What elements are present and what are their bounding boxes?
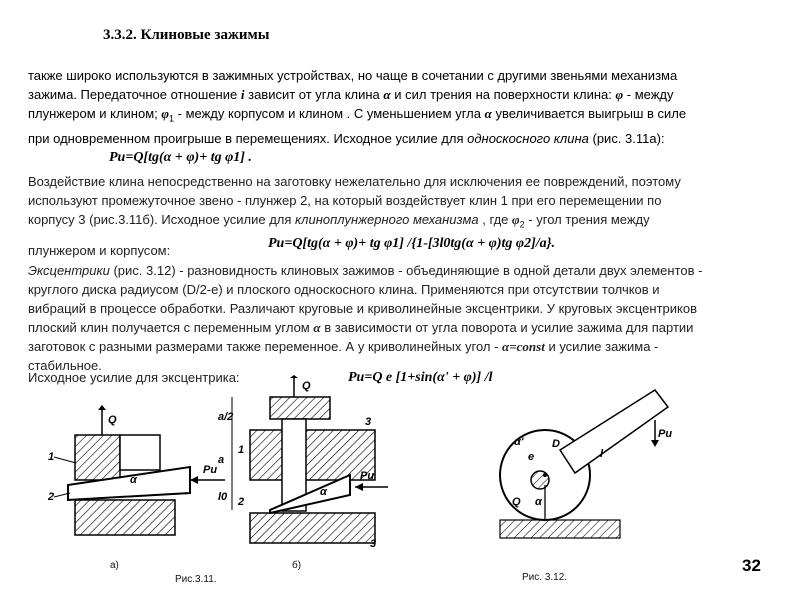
section-title: 3.3.2. Клиновые зажимы <box>103 27 270 43</box>
figure-3-12 <box>480 385 700 540</box>
label-l0: l0 <box>218 491 228 503</box>
phi-symbol: φ <box>615 87 624 102</box>
paragraph-intro <box>28 66 776 148</box>
alpha-symbol: α <box>313 320 321 335</box>
slider <box>120 435 160 470</box>
p1-text: зажима. Передаточное отношение <box>28 87 238 102</box>
p3-emphasis: Эксцентрики <box>28 263 110 278</box>
p1-text: и сил трения на поверхности клина: <box>394 87 612 102</box>
p1-text: (рис. 3.11а): <box>592 130 665 146</box>
p1-line2 <box>28 85 776 104</box>
label-Q: Q <box>108 414 117 426</box>
label-alpha-prime: α' <box>514 436 524 448</box>
phi2-subscript: 2 <box>519 219 525 230</box>
p2-line2: используют промежуточное звено - плунжер 2, на который воздействует клин 1 при его перемещении по <box>28 193 662 208</box>
p2-line4: плунжером и корпусом: <box>28 242 171 258</box>
figure-3-11b <box>210 375 390 550</box>
label-3-bottom: 3 <box>370 538 377 550</box>
p3-line2: круглого диска радиусом (D/2-e) и плоского односкосного клина. Применяются при отсутствии толчков и <box>28 282 660 297</box>
p3-line5 <box>28 337 776 356</box>
label-1: 1 <box>48 451 55 463</box>
alpha-symbol: α <box>484 106 492 121</box>
p1-text: зависит от угла клина <box>248 87 380 102</box>
p1-line3 <box>28 104 776 129</box>
p3-text: в зависимости от угла поворота и усилие зажима для партии <box>324 320 694 335</box>
label-l: l <box>600 448 604 460</box>
label-D: D <box>552 438 560 450</box>
upper-body <box>75 435 120 480</box>
p1-text: - между <box>626 87 674 102</box>
fig-a-label: а) <box>110 560 119 571</box>
fig-b-label: б) <box>292 560 302 571</box>
alpha-const: α=const <box>502 339 545 354</box>
p2-line3 <box>28 210 776 235</box>
p2-line1: Воздействие клина непосредственно на заготовку нежелательно для исключения ее повреждений, поэтому <box>28 174 681 189</box>
p1-text: плунжером и клином; <box>28 106 158 121</box>
alpha-symbol: α <box>383 87 391 102</box>
p2-emphasis: клиноплунжерного механизма <box>295 212 479 227</box>
p3-line3: вибраций в процессе обработки. Различают круговые и криволинейные эксцентрики. У круговых эксцентриков <box>28 301 697 316</box>
p1-text: увеличивается выигрыш в силе <box>495 106 687 121</box>
caption-fig-3-11: Рис.3.11. <box>175 574 217 585</box>
lower-body <box>75 500 175 535</box>
p3-text: (рис. 3.12) - разновидность клиновых зажимов - объединяющие в одной детали двух элементов - <box>113 263 703 278</box>
label-e: e <box>528 451 535 463</box>
base <box>250 513 375 543</box>
label-alpha: α <box>130 474 137 486</box>
formula-wedge-plunger: Pи=Q[tg(α + φ)+ tg φ1] /{1-[3l0tg(α + φ)tg φ2]/a}. <box>268 236 556 251</box>
p1-line4 <box>28 129 776 148</box>
page-number: 32 <box>742 556 761 575</box>
p3-line1 <box>28 261 776 280</box>
p3-text: и усилие зажима - <box>548 339 659 354</box>
label-Pi: Pи <box>203 464 218 476</box>
label-Q-c: Q <box>512 496 521 508</box>
p1-text: при одновременном проигрыше в перемещениях. Исходное усилие для <box>28 130 464 146</box>
label-Pi-b: Pи <box>360 470 375 482</box>
formula-single-wedge: Pи=Q[tg(α + φ)+ tg φ1] . <box>109 150 252 165</box>
p1-emphasis: односкосного клина <box>467 130 589 146</box>
phi1-symbol: φ <box>161 106 169 121</box>
p4-line1: Исходное усилие для эксцентрика: <box>28 370 240 385</box>
label-1-b: 1 <box>238 444 245 456</box>
label-Q-b: Q <box>302 380 311 392</box>
eccentric-handle <box>560 390 668 473</box>
p3-line4 <box>28 318 776 337</box>
label-alpha-b: α <box>320 486 327 498</box>
label-3-top: 3 <box>365 416 372 428</box>
label-alpha-c: α <box>535 496 542 508</box>
label-a2: a/2 <box>218 411 234 423</box>
label-2-b: 2 <box>238 496 245 508</box>
p2-text: корпусу 3 (рис.3.11б). Исходное усилие для <box>28 212 292 227</box>
paragraph-eccentrics <box>28 261 776 375</box>
workpiece <box>500 520 620 538</box>
caption-fig-3-12: Рис. 3.12. <box>522 572 568 583</box>
p3-line6: стабильное. <box>28 358 102 373</box>
p2-text: , где <box>482 212 509 227</box>
phi2-symbol: φ <box>512 212 520 227</box>
p3-text: заготовок с разными размерами также переменное. А у криволинейных угол - <box>28 339 499 354</box>
label-2: 2 <box>48 491 55 503</box>
p3-text: плоский клин получается с переменным углом <box>28 320 310 335</box>
p1-text: - между корпусом и клином . С уменьшением угла <box>177 106 481 121</box>
body-3 <box>250 430 375 480</box>
phi1-subscript: 1 <box>169 113 175 124</box>
label-Pi-c: Pи <box>658 428 673 440</box>
formula-eccentric: Pи=Q e [1+sin(α' + φ)] /l <box>348 370 493 385</box>
ratio-symbol: i <box>240 87 245 102</box>
p2-text: - угол трения между <box>528 212 650 227</box>
label-a: a <box>218 454 225 466</box>
p1-line1: также широко используются в зажимных устройствах, но чаще в сочетании с другими звеньями механизма <box>28 68 678 83</box>
